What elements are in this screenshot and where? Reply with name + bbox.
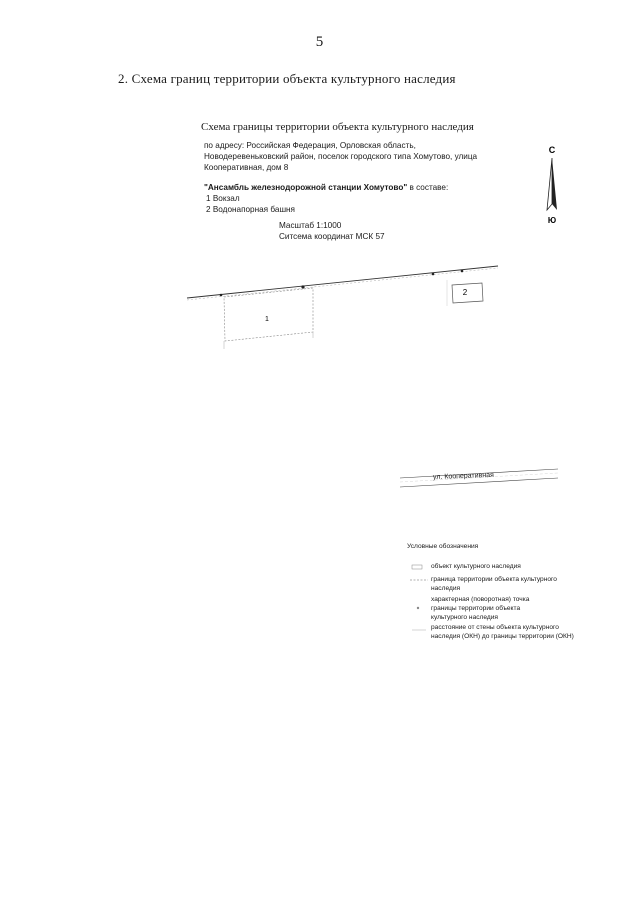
compass-south-label: Ю [547,216,557,225]
building-1-outline [224,288,313,341]
legend-symbol-object [412,565,422,569]
building-2-label: 2 [462,288,468,297]
legend-item-boundary: граница территории объекта культурного [431,576,557,583]
compass-north-label: С [548,145,556,155]
turning-point [220,294,223,297]
legend-item-distance: расстояние от стены объекта культурного [431,624,559,631]
legend-item-distance-cont: наследия (ОКН) до границы территории (ОКН) [431,633,574,640]
legend-item-point: характерная (поворотная) точка [431,596,530,603]
street-label: ул. Кооперативная [432,471,494,481]
building-2-outline [452,283,483,303]
legend-item-object: объект культурного наследия [431,563,521,570]
legend-title: Условные обозначения [407,543,479,550]
object-item-2: 2 Водонапорная башня [206,205,295,214]
ensemble-name: "Ансамбль железнодорожной станции Хомутово" [204,183,408,192]
coord-system-text: Ситсема координат МСК 57 [279,232,385,241]
page-number: 5 [315,34,324,50]
territory-boundary-line [187,266,498,298]
legend-item-boundary-cont: наследия [431,585,461,592]
turning-point [432,273,435,276]
ensemble-suffix: в составе: [407,183,449,192]
object-item-1: 1 Вокзал [206,194,240,203]
legend-item-point-cont: границы территории объекта [431,605,521,612]
turning-point [301,285,304,288]
section-heading: 2. Схема границ территории объекта культурного наследия [118,71,456,86]
scheme-title: Схема границы территории объекта культурного наследия [201,121,474,133]
address-line: по адресу: Российская Федерация, Орловская область, [204,141,416,150]
legend-symbol-point [417,607,419,609]
address-line: Новодеревеньковский район, поселок городского типа Хомутово, улица [204,152,478,161]
legend-item-point-cont: культурного наследия [431,614,499,621]
address-line: Кооперативная, дом 8 [204,163,289,172]
boundary-dashed-line [187,268,498,300]
turning-point [461,270,464,273]
scale-text: Масштаб 1:1000 [279,221,342,230]
building-1-label: 1 [265,316,269,323]
